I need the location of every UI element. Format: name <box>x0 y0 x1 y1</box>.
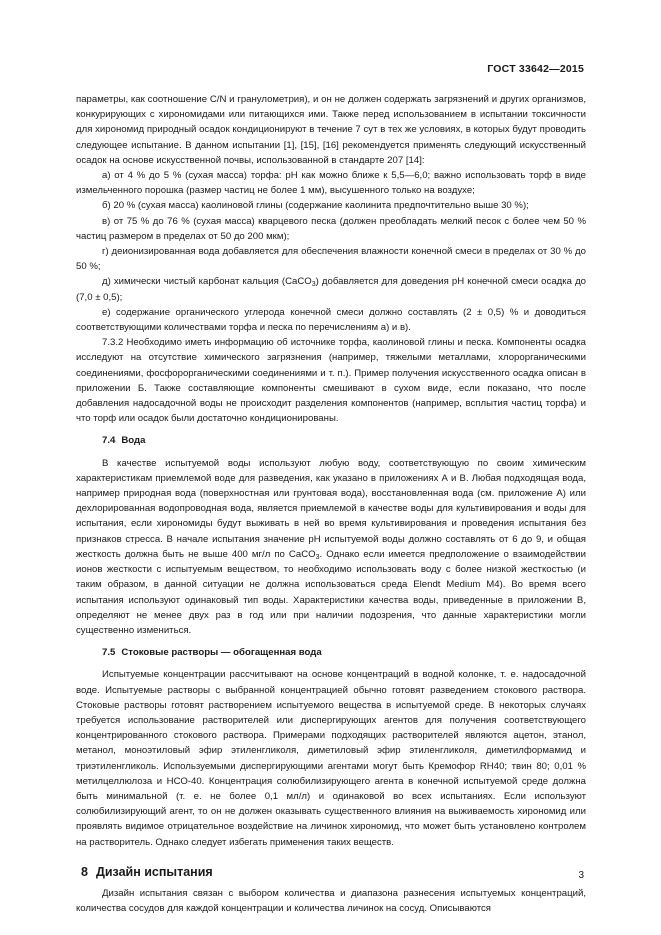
list-item-b: б) 20 % (сухая масса) каолиновой глины (содержание каолинита предпочтительно выше 30 %); <box>102 200 529 212</box>
list-item-c: в) от 75 % до 76 % (сухая масса) кварцевого песка (должен преобладать мелкий песок с более чем 50 % частиц размером в пределах от 50 до 200 мкм); <box>76 215 586 242</box>
list-item-e <box>76 274 586 304</box>
list-item-d: г) деионизированная вода добавляется для обеспечения влажности конечной смеси в пределах от 30 % до 50 %; <box>76 246 586 273</box>
subscript: 3 <box>315 553 320 561</box>
standard-code-header: ГОСТ 33642—2015 <box>487 63 584 75</box>
list-item-f: е) содержание органического углерода конечной смеси должно составлять (2 ± 0,5) % и доводиться соответствующими количествами торфа и песка по перечислениям а) и в). <box>76 306 586 334</box>
section-heading-8 <box>76 864 586 880</box>
list-item-e-text: д) химически чистый карбонат кальция (CaCO <box>102 276 312 288</box>
paragraph-water-text: В качестве испытуемой воды используют любую воду, соответствующую по своим химическим характеристикам приемлемой воде для разведения, как указано в приложениях А и В. Любая подходящая вода, например природная вода (поверхностная или грунтовая вода), восстановленная вода (см. приложение А) или дехлорированная водопроводная вода, является приемлемой в качестве воды для культивирования и воды для испытания, если хирономиды будут выживать в ней во время культивирования и проведения испытания без признаков стресса. В начале испытания значение pH испытуемой воды должно составлять от 6 до 9, и общая жесткость должна быть не выше 400 мг/л по CaCO <box>76 457 586 560</box>
paragraph-water-text-end: . Однако если имеется предположение о взаимодействии ионов жесткости с испытуемым веществом, то необходимо использовать воду с более низкой жесткостью (и таким образом, в данной ситуации не должна использоваться среда Elendt Medium M4). Во время всего испытания используют одинаковый тип воды. Характеристики качества воды, приведенные в приложении В, определяют не менее двух раз в год или при наличии подозрения, что данные характеристики могли существенно измениться. <box>76 548 586 636</box>
page-number: 3 <box>578 870 584 881</box>
section-number: 7.4 <box>102 435 116 447</box>
list-item-a: а) от 4 % до 5 % (сухая масса) торфа: pH как можно ближе к 5,5—6,0; важно использовать торф в виде измельченного порошка (размер частиц не более 1 мм), высушенного только на воздухе; <box>76 170 586 197</box>
document-body <box>76 92 586 916</box>
subscript: 3 <box>311 281 316 289</box>
paragraph-sediment-intro: параметры, как соотношение C/N и гранулометрия), и он не должен содержать загрязнений и других организмов, конкурирующих с хирономидами или питающихся ими. Также перед использованием в испытании токсичности для хирономид природный осадок кондиционируют в течение 7 сут в тех же условиях, в которых будут проводить следующее испытание. В данном испытании [1], [15], [16] рекомендуется применять следующий искусственный осадок на основе искусственной почвы, использованной в стандарте 207 [14]: <box>76 94 586 166</box>
paragraph-stock-solutions: Испытуемые концентрации рассчитывают на основе концентраций в водной колонке, т. е. надосадочной воде. Испытуемые растворы с выбранной концентрацией обычно готовят разведением стокового раствора. Стоковые растворы готовят растворением испытуемого вещества в испытуемой среде. В некоторых случаях требуется использование растворителей или диспергирующих агентов для получения соответствующего концентрированного стокового раствора. Примерами подходящих растворителей являются ацетон, этанол, метанол, моноэтиловый эфир этиленгликоля, диметиловый эфир этиленгликоля, диметилформамид и триэтиленгликоль. Используемыми диспергирующими агентами могут быть Кремофор RH40; твин 80; 0,01 % метилцеллюлоза и НСО-40. Концентрация солюбилизирующего агента в конечной испытуемой среде должна быть минимальной (т. е. не более 0,1 мл/л) и одинаковой во всех испытаниях. Если используют солюбилизирующий агент, то он не должен оказывать существенного влияния на выживаемость хирономид или проявлять видимое отрицательное воздействие на личинок хирономид, что может быть установлено контролем на растворитель. Однако следует избегать применения таких веществ. <box>76 669 586 848</box>
section-heading-7-4 <box>76 433 586 448</box>
paragraph-water <box>76 456 586 638</box>
paragraph-test-design: Дизайн испытания связан с выбором количества и диапазона разнесения испытуемых концентраций, количества сосудов для каждой концентрации и количества личинок на сосуд. Описываются <box>76 887 586 914</box>
section-number: 8 <box>81 864 88 879</box>
paragraph-7-3-2: 7.3.2 Необходимо иметь информацию об источнике торфа, каолиновой глины и песка. Компоненты осадка исследуют на отсутствие химического загрязнения (например, тяжелыми металлами, хлорорганическими соединениями, фосфорорганическими соединениями и т. п.). Пример получения искусственного осадка описан в приложении Б. Также составляющие компоненты смешивают в сухом виде, если показано, что после добавления надосадочной воды не происходит разделения компонентов (например, всплытия частиц торфа) и что торф или осадок были достаточно кондиционированы. <box>76 337 586 425</box>
section-title: Стоковые растворы — обогащенная вода <box>121 647 322 659</box>
section-number: 7.5 <box>102 647 116 659</box>
section-title: Дизайн испытания <box>95 864 213 879</box>
section-title: Вода <box>121 435 146 447</box>
list-item-e-text-end: ) добавляется для доведения pH конечной смеси осадка до (7,0 ± 0,5); <box>76 276 586 303</box>
section-heading-7-5 <box>76 645 586 660</box>
